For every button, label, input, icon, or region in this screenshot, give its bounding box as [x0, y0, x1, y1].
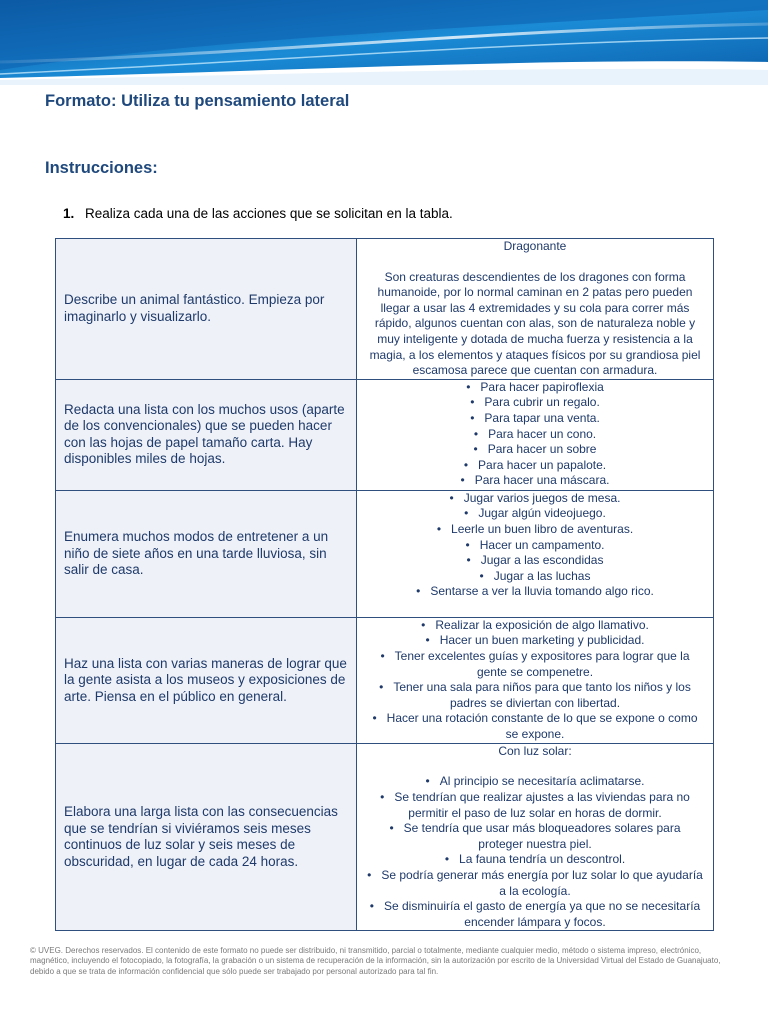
answer-list: [365, 380, 705, 489]
answer-title: Con luz solar:: [498, 743, 572, 758]
list-item: [365, 569, 705, 585]
bullet-icon: •: [465, 537, 470, 552]
list-item: [365, 790, 705, 821]
list-item-text: Para cubrir un regalo.: [484, 395, 600, 410]
list-item-text: Tener excelentes guías y expositores para lograr que la gente se compenetre.: [394, 648, 690, 679]
prompt-cell: Haz una lista con varias maneras de lograr que la gente asista a los museos y exposiciones de arte. Piensa en el público en general.: [56, 617, 357, 743]
list-item-text: Hacer un buen marketing y publicidad.: [439, 633, 645, 648]
list-item-text: Para hacer un cono.: [488, 426, 597, 441]
table-row: [56, 379, 714, 490]
list-item-text: Hacer una rotación constante de lo que se expone o como se expone.: [386, 711, 698, 741]
bullet-icon: •: [479, 568, 484, 583]
list-item-text: Se tendrían que realizar ajustes a las viviendas para no permitir el paso de luz solar en horas de dormir.: [394, 789, 690, 820]
list-item: [365, 649, 705, 680]
bullet-icon: •: [372, 711, 377, 726]
prompt-cell: Redacta una lista con los muchos usos (aparte de los convencionales) que se pueden hacer con las hojas de papel tamaño carta. Hay disponibles miles de hojas.: [56, 379, 357, 490]
list-item: [365, 491, 705, 507]
list-item: [365, 473, 705, 489]
bullet-icon: •: [473, 426, 479, 441]
instructions-heading: Instrucciones:: [45, 159, 158, 177]
list-item-text: Jugar a las escondidas: [480, 553, 604, 568]
list-item-text: Jugar varios juegos de mesa.: [463, 490, 621, 505]
answer-cell: [357, 239, 714, 380]
answer-list: [365, 491, 705, 600]
list-item-text: Para hacer un papalote.: [478, 457, 607, 472]
bullet-icon: •: [436, 521, 442, 536]
list-item: [365, 411, 705, 427]
bullet-icon: •: [464, 506, 469, 521]
answer-cell: [357, 379, 714, 490]
bullet-icon: •: [425, 633, 430, 648]
list-item: [365, 711, 705, 742]
answer-list: [365, 618, 705, 743]
answer-list: [365, 774, 705, 930]
task-table: [55, 238, 714, 931]
list-item-text: Para hacer papiroflexia: [480, 379, 604, 394]
list-item: [365, 868, 705, 899]
bullet-icon: •: [466, 379, 471, 394]
list-item: [365, 852, 705, 868]
copyright-footer: © UVEG. Derechos reservados. El contenido de este formato no puede ser distribuido, ni transmitido, parcial o totalmente, mediante cualquier medio, método o sistema impreso, electrónico, magnético, incluyendo el fotocopiado, la fotografía, la grabación o un sistema de recuperación de la información, sin la autorización por escrito de la Universidad Virtual del Estado de Guanajuato, debido a que se trata de información confidencial que sólo puede ser trabajado por personal autorizado para tal fin.: [30, 946, 721, 976]
bullet-icon: •: [463, 457, 469, 472]
answer-paragraph: Son creaturas descendientes de los dragones con forma humanoide, por lo normal caminan en 2 patas pero pueden llegar a usar las 4 extremidades y su cola para correr más rápido, algunos cuentan con alas, son de naturaleza noble y muy inteligente y dotada de mucha fuerza y resistencia a la magia, a los elementos y ataques físicos por su grandiosa piel escamosa parece que cuentan con armadura.: [369, 269, 701, 378]
answer-cell: [357, 490, 714, 617]
bullet-icon: •: [466, 553, 471, 568]
list-item-text: Sentarse a ver la lluvia tomando algo rico.: [430, 584, 654, 599]
bullet-icon: •: [380, 789, 385, 804]
list-item: [365, 680, 705, 711]
prompt-cell: Elabora una larga lista con las consecuencias que se tendrían si viviéramos seis meses continuos de luz solar y seis meses de obscuridad, en lugar de cada 24 horas.: [56, 743, 357, 931]
prompt-cell: Describe un animal fantástico. Empieza por imaginarlo y visualizarlo.: [56, 239, 357, 380]
prompt-cell: Enumera muchos modos de entretener a un niño de siete años en una tarde lluviosa, sin salir de casa.: [56, 490, 357, 617]
list-item: [365, 442, 705, 458]
bullet-icon: •: [369, 899, 374, 914]
answer-title: Dragonante: [503, 239, 567, 253]
bullet-icon: •: [460, 473, 465, 488]
table-row: [56, 490, 714, 617]
bullet-icon: •: [389, 821, 394, 836]
list-item: [365, 458, 705, 474]
table-row: [56, 239, 714, 380]
bullet-icon: •: [367, 867, 372, 882]
bullet-icon: •: [416, 584, 421, 599]
step-text: Realiza cada una de las acciones que se solicitan en la tabla.: [85, 206, 453, 221]
table-row: [56, 743, 714, 931]
bullet-icon: •: [379, 680, 384, 695]
list-item-text: Jugar algún videojuego.: [478, 506, 606, 521]
bullet-icon: •: [421, 617, 426, 632]
list-item-text: Para tapar una venta.: [484, 410, 600, 425]
list-item-text: Al principio se necesitaría aclimatarse.: [439, 774, 645, 789]
list-item: [365, 522, 705, 538]
list-item-text: Tener una sala para niños para que tanto los niños y los padres se diviertan con libertad.: [393, 680, 691, 710]
table-row: [56, 617, 714, 743]
list-item: [365, 553, 705, 569]
list-item: [365, 821, 705, 852]
list-item: [365, 427, 705, 443]
list-item: [365, 584, 705, 600]
list-item: [365, 899, 705, 930]
header-banner: [0, 0, 768, 85]
list-item-text: Se disminuiría el gasto de energía ya que no se necesitaría encender lámpara y focos.: [384, 899, 701, 929]
step-number: 1.: [63, 206, 75, 221]
bullet-icon: •: [380, 648, 385, 663]
list-item-text: Para hacer un sobre: [487, 442, 597, 457]
document-title: Formato: Utiliza tu pensamiento lateral: [45, 92, 350, 110]
answer-cell: [357, 743, 714, 931]
list-item: [365, 380, 705, 396]
bullet-icon: •: [449, 490, 454, 505]
bullet-icon: •: [473, 442, 478, 457]
list-item-text: Hacer un campamento.: [479, 537, 605, 552]
list-item-text: Jugar a las luchas: [493, 568, 591, 583]
list-item-text: Se tendría que usar más bloqueadores solares para proteger nuestra piel.: [403, 821, 681, 851]
instruction-step: [63, 206, 453, 221]
list-item-text: Leerle un buen libro de aventuras.: [451, 521, 634, 536]
answer-cell: [357, 617, 714, 743]
list-item-text: Para hacer una máscara.: [474, 473, 610, 488]
bullet-icon: •: [444, 852, 450, 867]
list-item-text: La fauna tendría un descontrol.: [459, 852, 626, 867]
list-item: [365, 506, 705, 522]
list-item: [365, 618, 705, 634]
list-item: [365, 633, 705, 649]
bullet-icon: •: [470, 395, 475, 410]
list-item: [365, 538, 705, 554]
list-item-text: Se podría generar más energía por luz solar lo que ayudaría a la ecología.: [381, 867, 703, 898]
bullet-icon: •: [425, 774, 430, 789]
list-item: [365, 395, 705, 411]
list-item: [365, 774, 705, 790]
bullet-icon: •: [470, 410, 475, 425]
list-item-text: Realizar la exposición de algo llamativo.: [435, 617, 649, 632]
